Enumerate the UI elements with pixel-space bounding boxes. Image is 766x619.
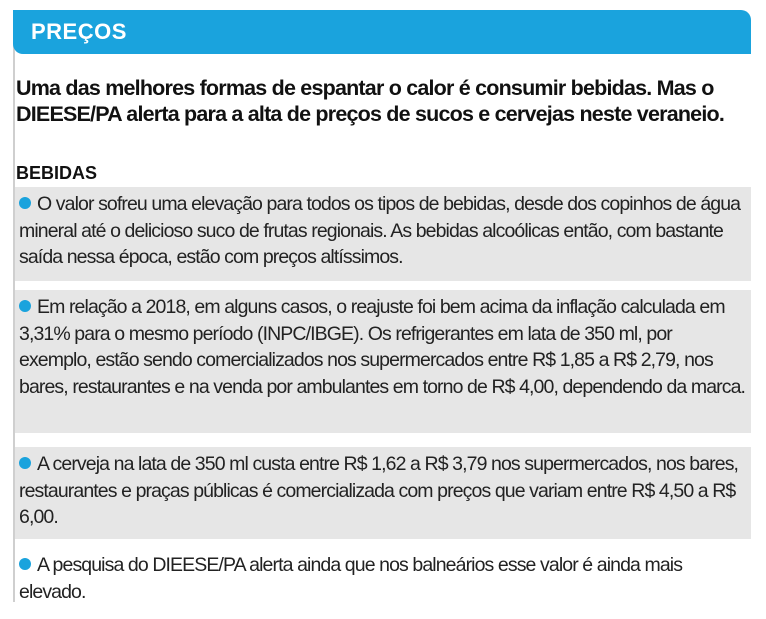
section-title: BEBIDAS xyxy=(16,163,98,183)
section-header-bar xyxy=(13,10,751,54)
paragraph-block-3 xyxy=(15,447,751,539)
bullet-icon xyxy=(19,197,31,209)
bullet-icon xyxy=(19,457,31,469)
paragraph-text: A cerveja na lata de 350 ml custa entre R$ 1,62 a R$ 3,79 nos supermercados, nos bares, restaurantes e praças públicas é comercializada com preços que variam entre R$ 4,50 a R$ 6,00. xyxy=(19,453,739,528)
paragraph-text: Em relação a 2018, em alguns casos, o reajuste foi bem acima da inflação calculada em 3,31% para o mesmo período (INPC/IBGE). Os refrigerantes em lata de 350 ml, por exemplo, estão sendo comercializados nos supermercados entre R$ 1,85 a R$ 2,79, nos bares, restaurantes e na venda por ambulantes em torno de R$ 4,00, dependendo da marca. xyxy=(19,296,746,398)
paragraph-block-2 xyxy=(15,290,751,433)
paragraph-text: O valor sofreu uma elevação para todos os tipos de bebidas, desde dos copinhos de água mineral até o delicioso suco de frutas regionais. As bebidas alcoólicas então, com bastante saída nessa época, estão com preços altíssimos. xyxy=(19,193,741,268)
paragraph-text: A pesquisa do DIEESE/PA alerta ainda que nos balneários esse valor é ainda mais elevado. xyxy=(19,554,683,603)
bullet-icon xyxy=(19,300,31,312)
lead-paragraph: Uma das melhores formas de espantar o calor é consumir bebidas. Mas o DIEESE/PA alerta para a alta de preços de sucos e cervejas neste veraneio. xyxy=(16,76,725,126)
paragraph-block-4 xyxy=(15,548,751,608)
paragraph-block-1 xyxy=(15,187,751,281)
header-title: PREÇOS xyxy=(31,19,127,44)
bullet-icon xyxy=(19,558,31,570)
